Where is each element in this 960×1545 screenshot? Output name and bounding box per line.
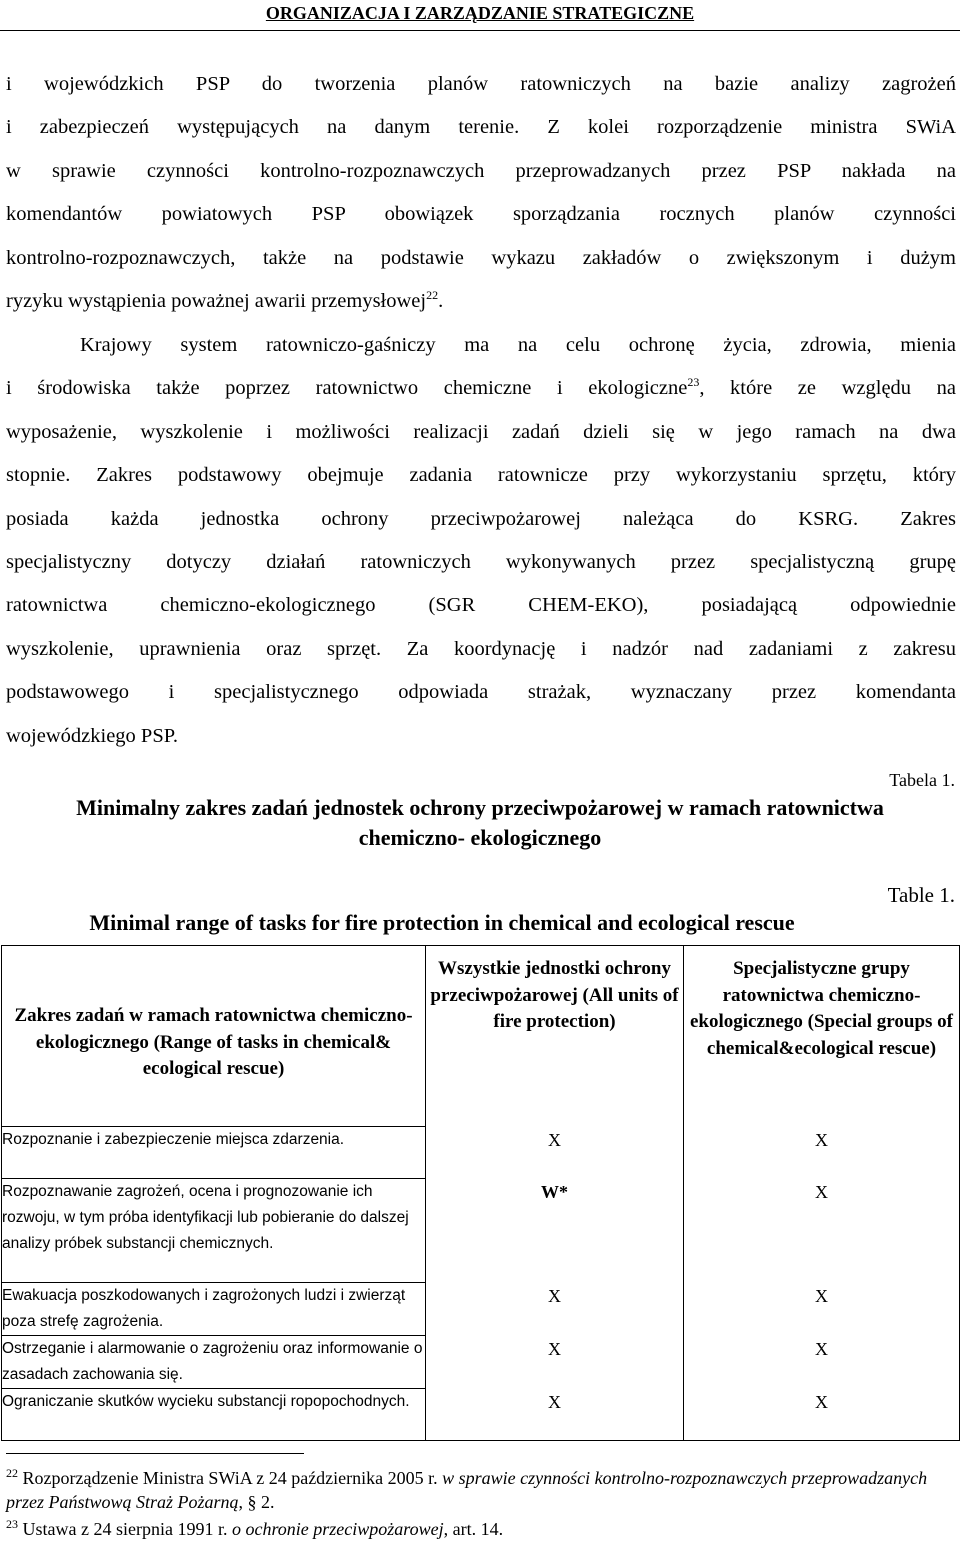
paragraph-2-line: podstawowego i specjalistycznego odpowiada strażak, wyznaczany przez komendanta xyxy=(6,681,956,704)
footnote-title: w sprawie czynności kontrolno-rozpoznawczych przeprowadzanych przez Państwową Straż Pożarną xyxy=(6,1468,928,1512)
paragraph-2-line: ratownictwa chemiczno-ekologicznego (SGR CHEM-EKO), posiadającą odpowiednie xyxy=(6,594,956,617)
all-units-cell: X xyxy=(426,1389,684,1441)
special-groups-cell: X xyxy=(684,1127,960,1179)
paragraph-1-line: w sprawie czynności kontrolno-rozpoznawczych przeprowadzanych przez PSP nakłada na xyxy=(6,159,956,182)
table-title-pl-line-2: chemiczno- ekologicznego xyxy=(358,825,602,850)
table-title-en: Minimal range of tasks for fire protection in chemical and ecological rescue xyxy=(89,910,795,935)
footnote-number: 23 xyxy=(6,1517,18,1531)
paragraph-1-line: komendantów powiatowych PSP obowiązek sporządzania rocznych planów czynności xyxy=(6,203,956,226)
all-units-cell: X xyxy=(426,1336,684,1389)
footnote-rest: , § 2. xyxy=(238,1492,275,1512)
paragraph-1-last-line xyxy=(6,280,956,323)
header-all-units: Wszystkie jednostki ochrony przeciwpożarowej (All units of fire protection) xyxy=(426,946,684,1127)
paragraph-2-line: Krajowy system ratowniczo-gaśniczy ma na celu ochronę życia, zdrowia, mienia xyxy=(80,334,956,356)
running-header xyxy=(0,0,960,31)
paragraph-2-line: stopnie. Zakres podstawowy obejmuje zadania ratownicze przy wykorzystaniu sprzętu, który xyxy=(6,464,956,487)
table-title-pl-line-1: Minimalny zakres zadań jednostek ochrony przeciwpożarowej w ramach ratownictwa xyxy=(76,795,884,820)
paragraph-1-line: ryzyku wystąpienia poważnej awarii przemysłowej xyxy=(6,290,427,313)
paragraph-2-line: wojewódzkiego PSP. xyxy=(6,724,178,747)
paragraph-1-line: kontrolno-rozpoznawczych, także na podstawie wykazu zakładów o zwiększonym i dużym xyxy=(6,246,956,269)
footnote-text: Rozporządzenie Ministra SWiA z 24 października 2005 r. xyxy=(22,1468,438,1488)
paragraph-2-line: specjalistyczny dotyczy działań ratowniczych wykonywanych przez specjalistyczną grupę xyxy=(6,551,956,574)
all-units-cell: X xyxy=(426,1283,684,1336)
task-cell: Ograniczanie skutków wycieku substancji ropopochodnych. xyxy=(2,1389,426,1441)
table-row xyxy=(2,1179,960,1283)
task-cell: Rozpoznanie i zabezpieczenie miejsca zdarzenia. xyxy=(2,1127,426,1179)
table-label-pl: Tabela 1. xyxy=(889,770,955,790)
footnote-22-line-1 xyxy=(6,1466,956,1514)
paragraph-2-line-with-ref xyxy=(6,367,956,410)
paragraph-2-line: posiada każda jednostka ochrony przeciwpożarowej należąca do KSRG. Zakres xyxy=(6,507,956,530)
all-units-cell: X xyxy=(426,1127,684,1179)
special-groups-cell: X xyxy=(684,1336,960,1389)
all-units-cell: W* xyxy=(426,1179,684,1283)
task-cell: Ostrzeganie i alarmowanie o zagrożeniu oraz informowanie o zasadach zachowania się. xyxy=(2,1336,426,1389)
footnote-ref-23[interactable]: 23 xyxy=(687,375,700,390)
table-title-pl xyxy=(0,793,960,853)
footnote-text: Ustawa z 24 sierpnia 1991 r. xyxy=(22,1519,228,1539)
footnote-rest: , art. 14. xyxy=(443,1519,504,1539)
table-label-en: Table 1. xyxy=(887,883,955,907)
paragraph-2 xyxy=(6,324,956,758)
header-task-range: Zakres zadań w ramach ratownictwa chemiczno-ekologicznego (Range of tasks in chemical& ecological rescue) xyxy=(2,946,426,1127)
sentence-end: . xyxy=(438,290,444,313)
footnote-22 xyxy=(6,1466,956,1514)
table-row xyxy=(2,1283,960,1336)
footnote-separator xyxy=(6,1453,304,1454)
footnote-ref-22[interactable]: 22 xyxy=(426,288,439,303)
special-groups-cell: X xyxy=(684,1283,960,1336)
special-groups-cell: X xyxy=(684,1179,960,1283)
task-cell: Ewakuacja poszkodowanych i zagrożonych ludzi i zwierząt poza strefę zagrożenia. xyxy=(2,1283,426,1336)
paragraph-1-line: i zabezpieczeń występujących na danym terenie. Z kolei rozporządzenie ministra SWiA xyxy=(6,116,956,139)
table-row xyxy=(2,1389,960,1441)
paragraph-1-line: i wojewódzkich PSP do tworzenia planów ratowniczych na bazie analizy zagrożeń xyxy=(6,73,956,95)
running-header-title: ORGANIZACJA I ZARZĄDZANIE STRATEGICZNE xyxy=(265,3,695,23)
paragraph-2-line: wyszkolenie, uprawnienia oraz sprzęt. Za koordynację i nadzór nad zadaniami z zakresu xyxy=(6,637,956,660)
table-row xyxy=(2,1127,960,1179)
paragraph-2-line: wyposażenie, wyszkolenie i możliwości realizacji zadań dzieli się w jego ramach na dwa xyxy=(6,420,956,443)
tasks-table xyxy=(1,945,960,1441)
paragraph-1 xyxy=(6,63,956,323)
footnote-title: o ochronie przeciwpożarowej xyxy=(231,1519,444,1539)
footnote-number: 22 xyxy=(6,1466,18,1480)
special-groups-cell: X xyxy=(684,1389,960,1441)
table-header-row xyxy=(2,946,960,1127)
footnote-23-line xyxy=(6,1517,956,1541)
footnote-23 xyxy=(6,1517,956,1541)
paragraph-2-text: i środowiska także poprzez ratownictwo chemiczne i ekologiczne xyxy=(6,377,688,400)
table-row xyxy=(2,1336,960,1389)
header-special-groups: Specjalistyczne grupy ratownictwa chemiczno-ekologicznego (Special groups of chemical&ecological rescue) xyxy=(684,946,960,1127)
paragraph-2-text: , które ze względu na xyxy=(699,377,956,400)
task-cell: Rozpoznawanie zagrożeń, ocena i prognozowanie ich rozwoju, w tym próba identyfikacji lub pobieranie do dalszej analizy próbek substancji chemicznych. xyxy=(2,1179,426,1283)
